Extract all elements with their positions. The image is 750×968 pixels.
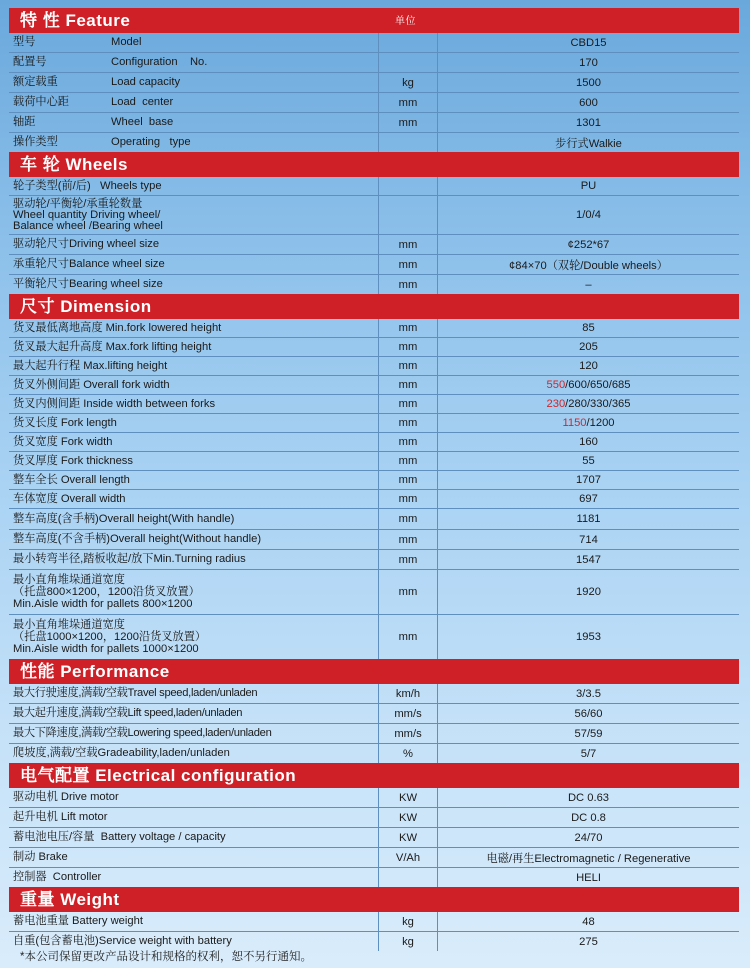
table-row — [9, 509, 739, 530]
table-row — [9, 724, 739, 744]
row-label: 最小转弯半径,踏板收起/放下Min.Turning radius — [13, 553, 246, 566]
wheels-table — [9, 177, 739, 294]
row-value — [437, 376, 739, 394]
row-label-en: Operating type — [111, 136, 191, 149]
row-label-en: Configuration No. — [111, 56, 208, 69]
row-label-line: Min.Aisle width for pallets 1000×1200 — [13, 643, 199, 655]
row-label-line: Wheel quantity Driving wheel/ — [13, 208, 161, 221]
section-title: 尺寸 Dimension — [20, 297, 152, 316]
row-value: 48 — [437, 912, 739, 931]
row-label-cn: 载荷中心距 — [13, 96, 69, 109]
row-unit: mm — [378, 395, 437, 413]
row-value: 1920 — [437, 570, 739, 614]
row-label-cn: 轴距 — [13, 116, 36, 129]
table-row — [9, 848, 739, 868]
row-label: 蓄电池重量 Battery weight — [13, 915, 143, 928]
row-value — [437, 395, 739, 413]
table-row — [9, 828, 739, 848]
row-label-cn: 额定载重 — [13, 76, 58, 89]
row-label-line: （托盘1000×1200，1200沿货叉放置） — [13, 631, 207, 643]
table-row — [9, 912, 739, 932]
row-label: 货叉外侧间距 Overall fork width — [13, 378, 170, 391]
table-row — [9, 550, 739, 570]
unit-column-header: 单位 — [395, 16, 416, 27]
row-value: 275 — [437, 932, 739, 951]
value-highlight: 550 — [546, 379, 566, 391]
row-unit: mm — [378, 570, 437, 614]
table-row — [9, 704, 739, 724]
section-header-electrical — [9, 763, 739, 788]
row-label-line: 最小直角堆垛通道宽度 — [13, 574, 125, 586]
row-unit: KW — [378, 828, 437, 847]
row-value: CBD15 — [437, 33, 739, 52]
row-label: 最大起升速度,满载/空载Lift speed,laden/unladen — [13, 707, 243, 720]
table-row — [9, 376, 739, 395]
table-row — [9, 471, 739, 490]
row-value: ¢84×70（双轮/Double wheels） — [437, 255, 739, 274]
row-value: 3/3.5 — [437, 684, 739, 703]
row-label: 起升电机 Lift motor — [13, 811, 108, 824]
row-value: 57/59 — [437, 724, 739, 743]
row-label: 整车高度(不含手柄)Overall height(Without handle) — [13, 533, 262, 546]
spec-sheet — [9, 8, 739, 951]
row-label: 驱动电机 Drive motor — [13, 791, 119, 804]
row-unit — [378, 868, 437, 887]
section-header-performance — [9, 659, 739, 684]
section-header-feature — [9, 8, 739, 33]
table-row — [9, 275, 739, 294]
table-row — [9, 196, 739, 235]
table-row — [9, 744, 739, 763]
row-unit: mm — [378, 275, 437, 294]
row-value: 600 — [437, 93, 739, 112]
row-label: 最大行驶速度,满载/空载Travel speed,laden/unladen — [13, 687, 258, 700]
row-unit — [378, 177, 437, 195]
table-row — [9, 235, 739, 255]
row-label-en: Load capacity — [111, 76, 181, 89]
row-unit: mm/s — [378, 724, 437, 743]
table-row — [9, 395, 739, 414]
row-unit: mm — [378, 319, 437, 337]
row-label-line: 最小直角堆垛通道宽度 — [13, 619, 125, 631]
row-unit: kg — [378, 912, 437, 931]
row-value: HELI — [437, 868, 739, 887]
row-unit — [378, 196, 437, 234]
row-label: 货叉最大起升高度 Max.fork lifting height — [13, 340, 212, 353]
row-value: 1953 — [437, 615, 739, 659]
row-label-cn: 操作类型 — [13, 136, 58, 149]
row-label: 货叉长度 Fork length — [13, 416, 117, 429]
table-row — [9, 433, 739, 452]
table-row — [9, 255, 739, 275]
footnote: *本公司保留更改产品设计和规格的权利，恕不另行通知。 — [20, 951, 312, 963]
row-unit: V/Ah — [378, 848, 437, 867]
row-value: – — [437, 275, 739, 294]
section-title: 重量 Weight — [20, 890, 120, 909]
section-header-wheels — [9, 152, 739, 177]
row-label-en: Load center — [111, 96, 174, 109]
table-row — [9, 177, 739, 196]
row-label: 货叉宽度 Fork width — [13, 435, 113, 448]
row-value: 1/0/4 — [437, 196, 739, 234]
row-label: 自重(包含蓄电池)Service weight with battery — [13, 935, 232, 948]
row-label: 轮子类型(前/后) Wheels type — [13, 179, 162, 192]
row-value: 170 — [437, 53, 739, 72]
row-value: 1547 — [437, 550, 739, 569]
row-value: 55 — [437, 452, 739, 470]
value-rest: /600/650/685 — [565, 379, 631, 391]
row-label-line: Min.Aisle width for pallets 800×1200 — [13, 598, 193, 610]
row-label-cn: 型号 — [13, 36, 36, 49]
table-row — [9, 33, 739, 53]
row-label: 车体宽度 Overall width — [13, 492, 126, 505]
section-title: 电气配置 Electrical configuration — [20, 766, 297, 785]
row-unit: mm — [378, 433, 437, 451]
row-unit: mm — [378, 471, 437, 489]
row-value: 160 — [437, 433, 739, 451]
row-unit: mm/s — [378, 704, 437, 723]
table-row — [9, 414, 739, 433]
row-unit: KW — [378, 808, 437, 827]
value-rest: /280/330/365 — [565, 398, 631, 410]
table-row — [9, 684, 739, 704]
row-label: 货叉内侧间距 Inside width between forks — [13, 397, 216, 410]
row-unit: kg — [378, 932, 437, 951]
row-value: DC 0.8 — [437, 808, 739, 827]
row-value — [437, 414, 739, 432]
section-title: 车 轮 Wheels — [20, 155, 128, 174]
row-value: 1500 — [437, 73, 739, 92]
row-label: 货叉最低离地高度 Min.fork lowered height — [13, 321, 222, 334]
table-row — [9, 452, 739, 471]
value-highlight: 1150 — [562, 417, 587, 429]
performance-table — [9, 684, 739, 763]
row-unit: % — [378, 744, 437, 763]
row-unit — [378, 53, 437, 72]
table-row — [9, 788, 739, 808]
row-unit: mm — [378, 550, 437, 569]
row-label-en: Wheel base — [111, 116, 174, 129]
row-value: 205 — [437, 338, 739, 356]
row-unit: mm — [378, 414, 437, 432]
row-value: DC 0.63 — [437, 788, 739, 807]
row-value: 120 — [437, 357, 739, 375]
row-value: 1301 — [437, 113, 739, 132]
row-label-line: 驱动轮/平衡轮/承重轮数量 — [13, 197, 143, 210]
table-row — [9, 357, 739, 376]
table-row — [9, 570, 739, 615]
table-row — [9, 338, 739, 357]
row-unit: KW — [378, 788, 437, 807]
row-value: 1181 — [437, 509, 739, 529]
table-row — [9, 93, 739, 113]
row-unit: mm — [378, 93, 437, 112]
row-label: 驱动轮尺寸Driving wheel size — [13, 238, 160, 251]
row-unit: mm — [378, 490, 437, 508]
row-unit: mm — [378, 452, 437, 470]
row-label: 承重轮尺寸Balance wheel size — [13, 258, 165, 271]
row-unit: mm — [378, 357, 437, 375]
row-value: 24/70 — [437, 828, 739, 847]
row-unit — [378, 133, 437, 152]
row-value: PU — [437, 177, 739, 195]
row-unit — [378, 33, 437, 52]
row-label: 最大起升行程 Max.lifting height — [13, 359, 168, 372]
row-label: 平衡轮尺寸Bearing wheel size — [13, 278, 163, 291]
row-unit: mm — [378, 530, 437, 549]
table-row — [9, 53, 739, 73]
section-title: 特 性 Feature — [20, 11, 131, 30]
row-unit: mm — [378, 615, 437, 659]
row-value: 56/60 — [437, 704, 739, 723]
electrical-table — [9, 788, 739, 887]
row-unit: kg — [378, 73, 437, 92]
dimension-table — [9, 319, 739, 659]
feature-table — [9, 33, 739, 152]
table-row — [9, 490, 739, 509]
row-label-line: Balance wheel /Bearing wheel — [13, 219, 163, 232]
row-value: 步行式Walkie — [437, 133, 739, 152]
table-row — [9, 319, 739, 338]
row-label-en: Model — [111, 36, 142, 49]
table-row — [9, 615, 739, 659]
row-label-cn: 配置号 — [13, 56, 47, 69]
row-unit: mm — [378, 338, 437, 356]
row-value: 85 — [437, 319, 739, 337]
table-row — [9, 808, 739, 828]
table-row — [9, 73, 739, 93]
row-unit: mm — [378, 113, 437, 132]
row-value: 5/7 — [437, 744, 739, 763]
row-label: 整车高度(含手柄)Overall height(With handle) — [13, 512, 235, 525]
row-value: 电磁/再生Electromagnetic / Regenerative — [437, 848, 739, 867]
table-row — [9, 530, 739, 550]
weight-table — [9, 912, 739, 951]
section-header-weight — [9, 887, 739, 912]
row-unit: mm — [378, 376, 437, 394]
section-title: 性能 Performance — [20, 662, 170, 681]
row-label: 控制器 Controller — [13, 871, 102, 884]
row-unit: mm — [378, 509, 437, 529]
table-row — [9, 113, 739, 133]
value-highlight: 230 — [546, 398, 566, 410]
row-value: ¢252*67 — [437, 235, 739, 254]
table-row — [9, 133, 739, 152]
row-unit: mm — [378, 255, 437, 274]
row-label: 制动 Brake — [13, 851, 68, 864]
row-label: 最大下降速度,满载/空载Lowering speed,laden/unladen — [13, 727, 272, 740]
row-value: 697 — [437, 490, 739, 508]
table-row — [9, 868, 739, 887]
row-label-line: （托盘800×1200，1200沿货叉放置） — [13, 586, 200, 598]
row-unit: mm — [378, 235, 437, 254]
value-rest: /1200 — [586, 417, 615, 429]
row-unit: km/h — [378, 684, 437, 703]
row-value: 1707 — [437, 471, 739, 489]
row-label: 爬坡度,满载/空载Gradeability,laden/unladen — [13, 747, 230, 760]
row-label: 货叉厚度 Fork thickness — [13, 454, 133, 467]
row-value: 714 — [437, 530, 739, 549]
section-header-dimension — [9, 294, 739, 319]
row-label: 蓄电池电压/容量 Battery voltage / capacity — [13, 831, 226, 844]
row-label: 整车全长 Overall length — [13, 473, 130, 486]
